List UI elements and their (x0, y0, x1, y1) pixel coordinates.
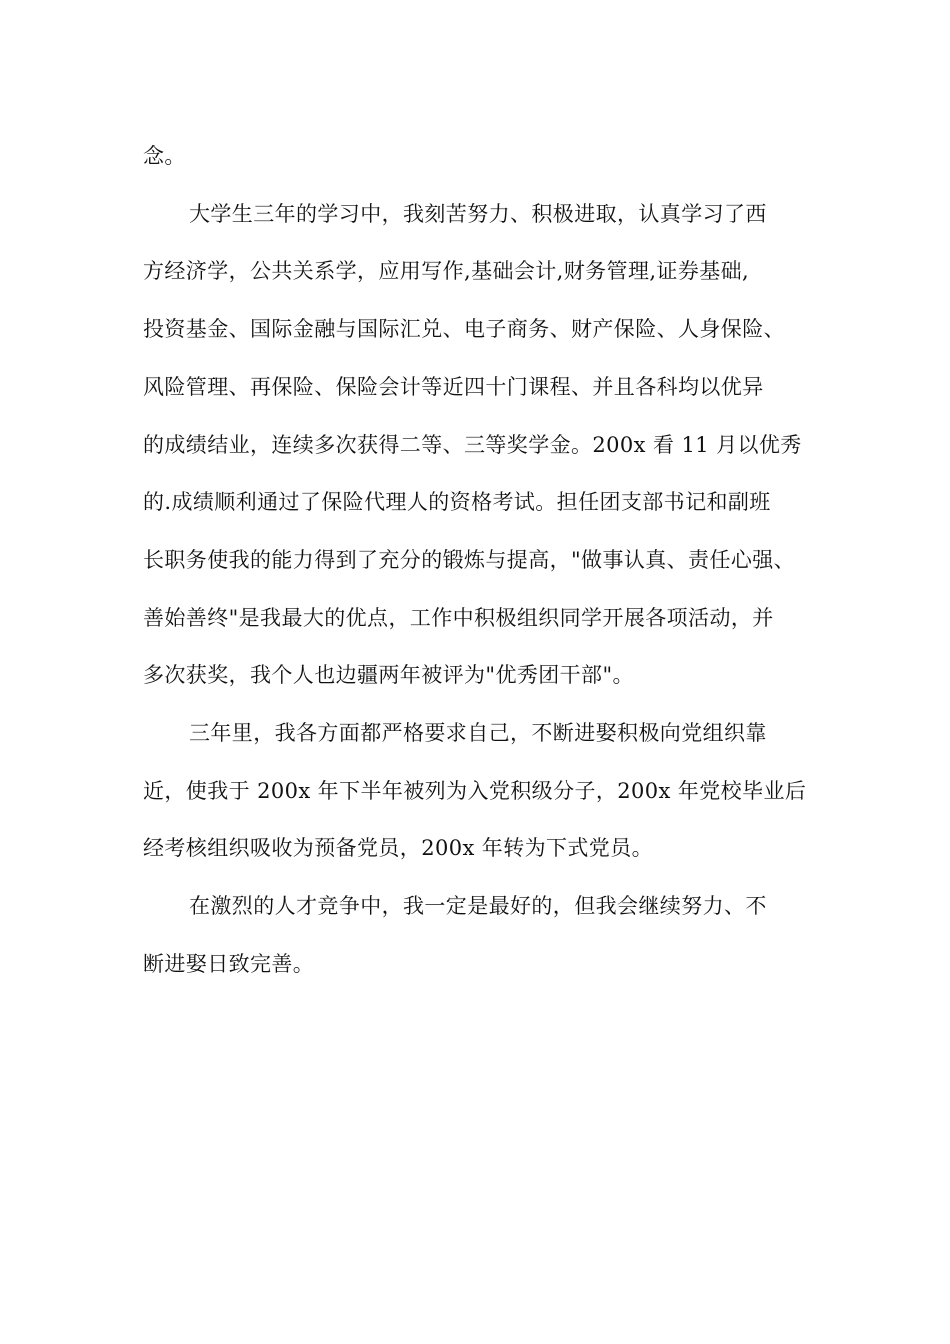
text-line: 断进娶日致完善。 (143, 951, 315, 976)
text-line: 多次获奖，我个人也边疆两年被评为"优秀团干部"。 (143, 663, 634, 688)
text-line: 风险管理、再保险、保险会计等近四十门课程、并且各科均以优异 (143, 374, 764, 399)
text-line: 长职务使我的能力得到了充分的锻炼与提高，"做事认真、责任心强、 (143, 547, 796, 572)
text-line: 大学生三年的学习中，我刻苦努力、积极进取，认真学习了西 (189, 201, 767, 226)
paragraph-0 (143, 128, 823, 186)
text-line: 善始善终"是我最大的优点，工作中积极组织同学开展各项活动，并 (143, 605, 774, 630)
paragraph-2 (143, 705, 823, 878)
text-line: 念。 (143, 144, 186, 168)
text-line: 投资基金、国际金融与国际汇兑、电子商务、财产保险、人身保险、 (143, 317, 785, 342)
text-line: 的成绩结业，连续多次获得二等、三等奖学金。200x 看 11 月以优秀 (143, 432, 802, 457)
document-body (143, 128, 823, 994)
text-line: 近，使我于 200x 年下半年被列为入党积级分子，200x 年党校毕业后 (143, 778, 807, 803)
paragraph-3 (143, 878, 823, 993)
text-line: 方经济学，公共关系学，应用写作,基础会计,财务管理,证券基础, (143, 259, 750, 284)
text-line: 经考核组织吸收为预备党员，200x 年转为下式党员。 (143, 836, 653, 861)
text-line: 的.成绩顺利通过了保险代理人的资格考试。担任团支部书记和副班 (143, 490, 771, 515)
paragraph-1 (143, 186, 823, 705)
text-line: 三年里，我各方面都严格要求自己，不断进娶积极向党组织靠 (189, 721, 767, 746)
text-line: 在激烈的人才竞争中，我一定是最好的，但我会继续努力、不 (189, 894, 767, 919)
